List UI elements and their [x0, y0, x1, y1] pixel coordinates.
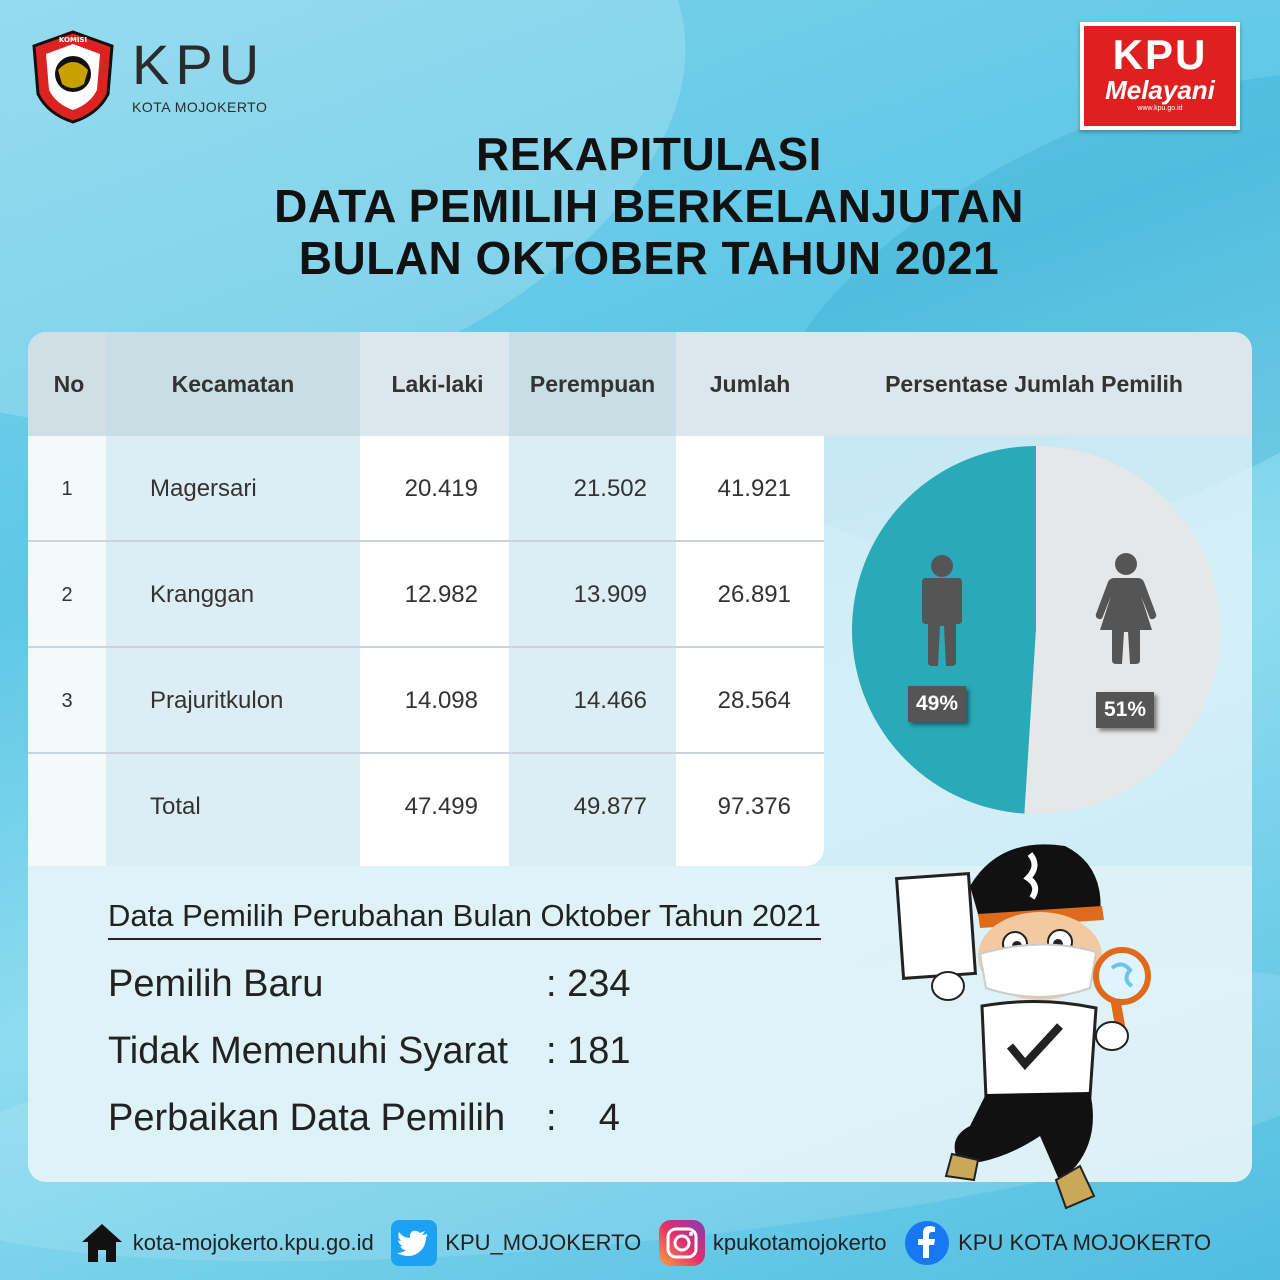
footer-instagram[interactable] — [659, 1220, 887, 1266]
cell-laki-laki: 20.419 — [404, 475, 478, 502]
svg-text:KOMISI: KOMISI — [58, 36, 88, 44]
facebook-icon — [904, 1220, 950, 1266]
header-perempuan: Perempuan — [529, 370, 656, 397]
cell-kecamatan: Total — [150, 793, 201, 820]
female-icon — [1094, 552, 1158, 669]
cell-kecamatan: Prajuritkulon — [150, 687, 284, 714]
twitter-handle[interactable]: KPU_MOJOKERTO — [445, 1230, 642, 1255]
table-header — [28, 332, 1252, 436]
gender-pie-chart — [850, 444, 1222, 816]
table-row — [28, 542, 824, 648]
stat-tidak-memenuhi-syarat — [108, 1030, 631, 1073]
instagram-handle[interactable]: kpukotamojokerto — [712, 1230, 887, 1255]
header-persentase: Persentase Jumlah Pemilih — [885, 370, 1183, 397]
cell-laki-laki: 47.499 — [404, 793, 478, 820]
website-link[interactable]: kota-mojokerto.kpu.go.id — [132, 1230, 374, 1255]
cell-perempuan: 14.466 — [573, 687, 647, 714]
instagram-icon — [659, 1220, 705, 1266]
melayani-url: www.kpu.go.id — [1137, 104, 1183, 112]
title-line-3: BULAN OKTOBER TAHUN 2021 — [298, 232, 1000, 284]
cell-perempuan: 21.502 — [573, 475, 647, 502]
changes-title: Data Pemilih Perubahan Bulan Oktober Tahun 2021 — [108, 898, 821, 940]
table-row-total — [28, 754, 824, 860]
kpu-wordmark: KPU — [132, 33, 266, 96]
facebook-page[interactable]: KPU KOTA MOJOKERTO — [958, 1230, 1212, 1255]
melayani-kpu-text: KPU — [1112, 31, 1208, 78]
stat-perbaikan-data — [108, 1097, 620, 1140]
cell-no: 3 — [61, 689, 73, 712]
table-row — [28, 648, 824, 754]
stat-label: Perbaikan Data Pemilih — [108, 1097, 506, 1139]
header-jumlah: Jumlah — [709, 370, 791, 397]
footer-facebook[interactable] — [904, 1220, 1211, 1266]
cell-jumlah: 28.564 — [717, 687, 791, 714]
footer — [0, 1206, 1280, 1280]
cell-laki-laki: 12.982 — [404, 581, 478, 608]
cell-jumlah: 26.891 — [717, 581, 791, 608]
kpu-melayani-logo — [1080, 22, 1240, 130]
cell-kecamatan: Magersari — [150, 475, 257, 502]
cell-perempuan: 49.877 — [573, 793, 647, 820]
title-line-1: REKAPITULASI — [476, 128, 822, 180]
title-line-2: DATA PEMILIH BERKELANJUTAN — [274, 180, 1024, 232]
stat-label: Pemilih Baru — [108, 963, 324, 1005]
header-laki-laki: Laki-laki — [391, 370, 484, 397]
footer-website[interactable] — [79, 1220, 374, 1266]
table-row — [28, 436, 824, 542]
cell-kecamatan: Kranggan — [150, 581, 255, 608]
cell-laki-laki: 14.098 — [404, 687, 478, 714]
table-body — [28, 436, 824, 866]
twitter-icon — [391, 1220, 437, 1266]
male-percentage-badge: 49% — [908, 686, 966, 722]
cell-no — [28, 754, 106, 860]
footer-twitter[interactable] — [391, 1220, 641, 1266]
stat-value: : 4 — [546, 1097, 620, 1139]
stat-value: : 234 — [546, 963, 631, 1005]
mascot-illustration — [890, 836, 1180, 1226]
cell-perempuan: 13.909 — [573, 581, 647, 608]
kpu-logo — [28, 28, 267, 124]
header-kecamatan: Kecamatan — [171, 370, 295, 397]
stat-label: Tidak Memenuhi Syarat — [108, 1030, 508, 1072]
header-no: No — [53, 370, 85, 397]
female-percentage-badge: 51% — [1096, 692, 1154, 728]
stat-value: : 181 — [546, 1030, 631, 1072]
male-icon — [914, 554, 970, 671]
kpu-subtitle: KOTA MOJOKERTO — [132, 99, 268, 115]
page-title — [0, 128, 1280, 284]
stat-pemilih-baru — [108, 963, 631, 1006]
home-icon — [79, 1220, 125, 1266]
melayani-text: Melayani — [1105, 75, 1215, 105]
cell-jumlah: 97.376 — [717, 793, 791, 820]
cell-jumlah: 41.921 — [717, 475, 791, 502]
cell-no: 1 — [61, 477, 73, 500]
kpu-emblem-icon — [28, 28, 118, 124]
pie-svg — [850, 444, 1222, 816]
cell-no: 2 — [61, 583, 73, 606]
